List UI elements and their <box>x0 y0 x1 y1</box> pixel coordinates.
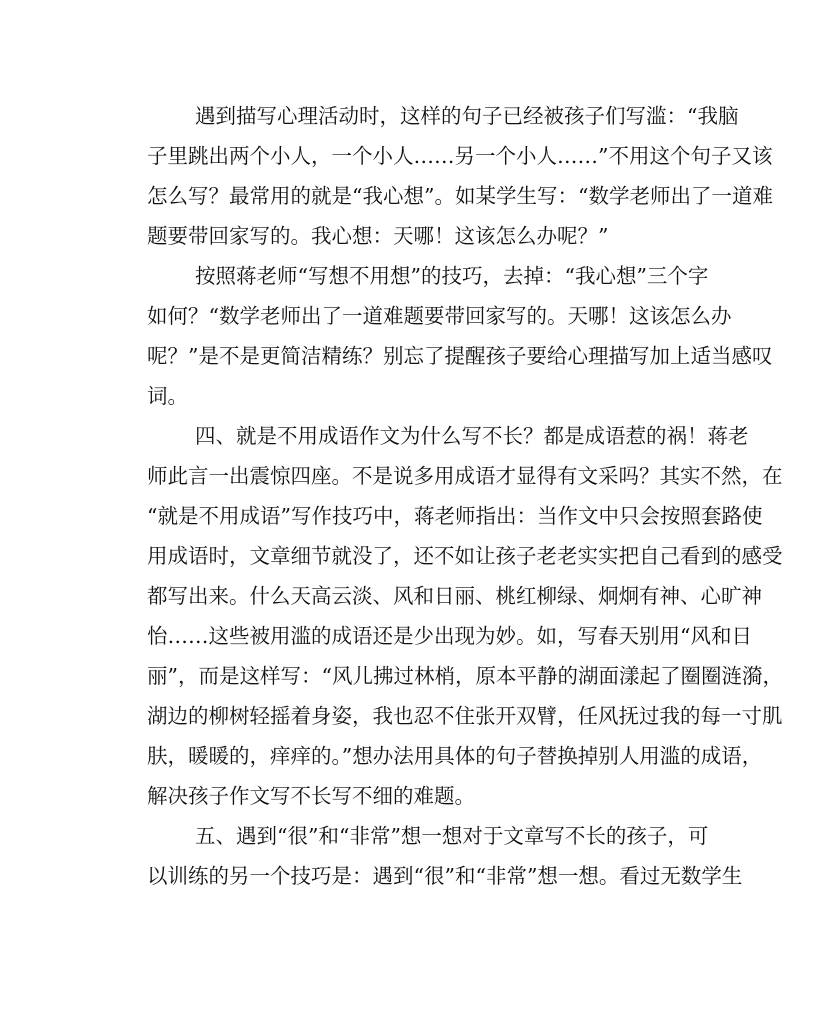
text-line: 子里跳出两个小人，一个小人……另一个小人……”不用这个句子又该 <box>147 144 773 168</box>
text-line: 遇到描写心理活动时，这样的句子已经被孩子们写滥：“我脑 <box>195 104 739 128</box>
text-line: 都写出来。什么天高云淡、风和日丽、桃红柳绿、炯炯有神、心旷神 <box>147 584 762 608</box>
text-line: “就是不用成语”写作技巧中，蒋老师指出：当作文中只会按照套路使 <box>147 504 763 528</box>
paragraph-3 <box>147 416 783 816</box>
text-line: 肤，暖暖的，痒痒的。”想办法用具体的句子替换掉别人用滥的成语， <box>147 744 763 768</box>
text-line: 以训练的另一个技巧是：遇到“很”和“非常”想一想。看过无数学生 <box>147 864 743 888</box>
text-line: 怡……这些被用滥的成语还是少出现为妙。如，写春天别用“风和日 <box>147 624 752 648</box>
text-line: 呢？”是不是更简洁精练？别忘了提醒孩子要给心理描写加上适当感叹 <box>147 344 773 368</box>
paragraph-4 <box>147 816 743 896</box>
text-line: 湖边的柳树轻摇着身姿，我也忍不住张开双臂，任风抚过我的每一寸肌 <box>147 704 783 728</box>
text-line: 师此言一出震惊四座。不是说多用成语才显得有文采吗？其实不然，在 <box>147 464 783 488</box>
paragraph-2 <box>147 256 773 416</box>
text-line: 题要带回家写的。我心想：天哪！这该怎么办呢？” <box>147 224 609 248</box>
text-line: 词。 <box>147 384 188 408</box>
text-line: 如何？“数学老师出了一道难题要带回家写的。天哪！这该怎么办 <box>147 304 732 328</box>
text-line: 丽”，而是这样写：“风儿拂过林梢，原本平静的湖面漾起了圈圈涟漪， <box>147 664 783 688</box>
text-line: 怎么写？最常用的就是“我心想”。如某学生写：“数学老师出了一道难 <box>147 184 773 208</box>
text-line: 解决孩子作文写不长写不细的难题。 <box>147 784 475 808</box>
text-line: 五、遇到“很”和“非常”想一想对于文章写不长的孩子，可 <box>195 824 709 848</box>
text-line: 四、就是不用成语作文为什么写不长？都是成语惹的祸！蒋老 <box>195 424 749 448</box>
text-line: 按照蒋老师“写想不用想”的技巧，去掉：“我心想”三个字 <box>195 264 709 288</box>
document-body <box>147 96 783 896</box>
paragraph-1 <box>147 96 773 256</box>
text-line: 用成语时，文章细节就没了，还不如让孩子老老实实把自己看到的感受 <box>147 544 783 568</box>
